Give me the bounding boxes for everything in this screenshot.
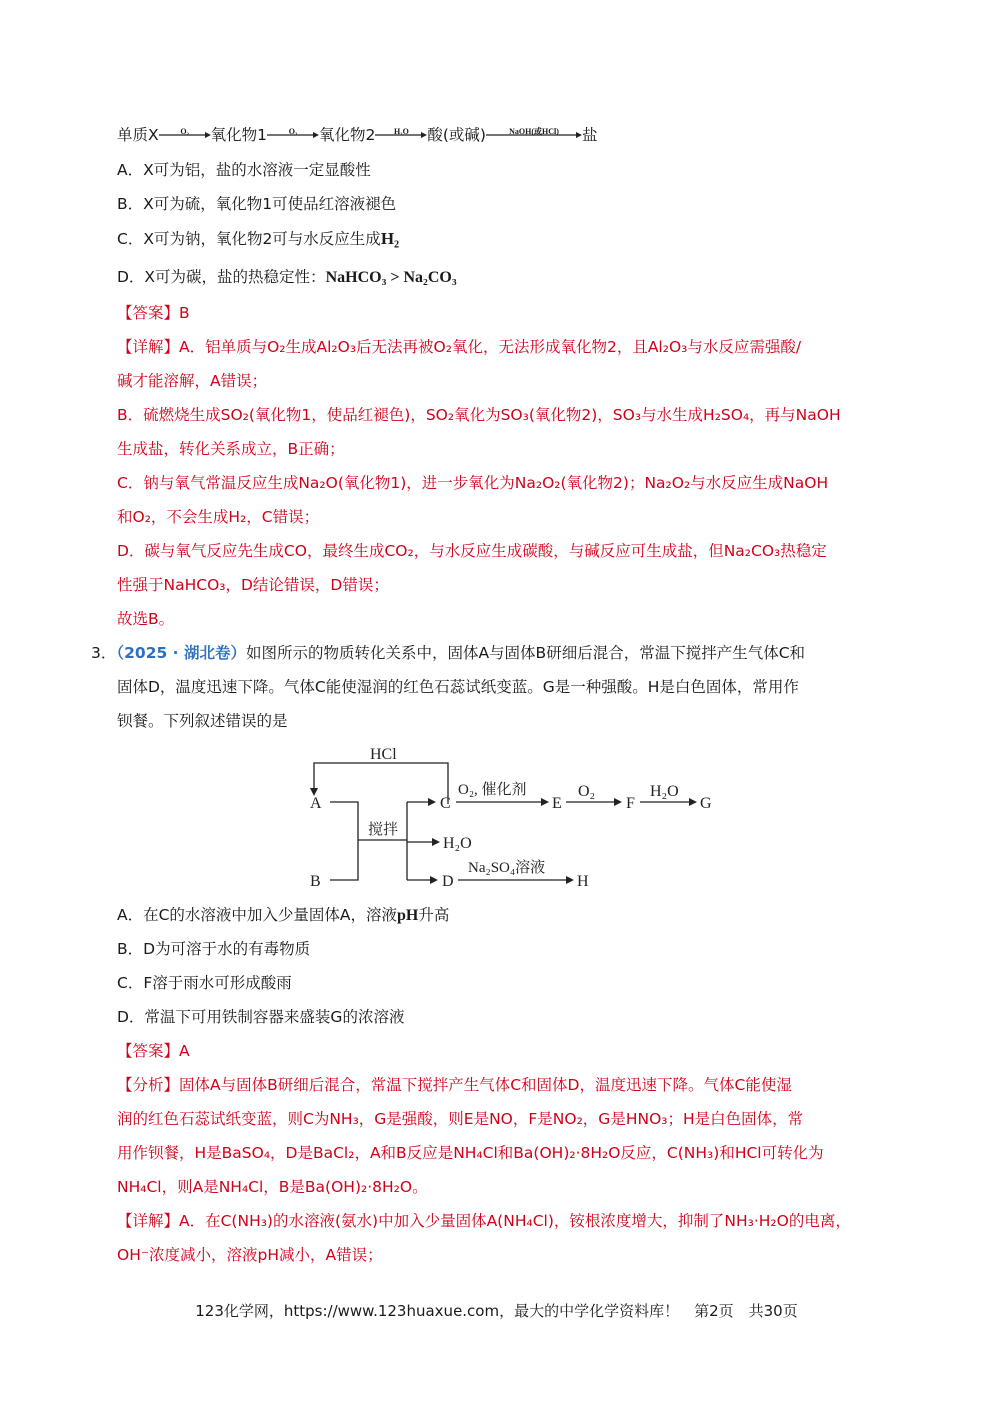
label-e-to-f: O₂	[578, 783, 596, 800]
q2-detail-line: 故选B。	[117, 610, 175, 628]
label-d: D	[442, 873, 454, 890]
chain-start: 单质X	[117, 126, 159, 144]
q3-analysis-line: NH₄Cl，则A是NH₄Cl，B是Ba(OH)₂·8H₂O。	[117, 1178, 428, 1196]
formula-stability: NaHCO₃ > Na₂CO₃	[325, 269, 457, 286]
q3-stem-first: 3．（2025 · 湖北卷）如图所示的物质转化关系中，固体A与固体B研细后混合，常温下搅拌产生气体C和	[91, 644, 806, 662]
label-d-to-h: Na₂SO₄溶液	[468, 860, 546, 876]
q3-stem-line: 固体D，温度迅速下降。气体C能使湿润的红色石蕊试纸变蓝。G是一种强酸。H是白色固体，常用作	[117, 678, 799, 696]
q2-detail-line: 和O₂，不会生成H₂，C错误；	[117, 508, 320, 526]
chain-salt: 盐	[581, 126, 598, 144]
q3-answer: 【答案】A	[117, 1042, 190, 1060]
label-f: F	[626, 795, 635, 812]
q3-analysis-line: 【分析】固体A与固体B研细后混合，常温下搅拌产生气体C和固体D，温度迅速下降。气体C能使湿	[117, 1076, 792, 1094]
label-f-to-g: H₂O	[650, 783, 679, 800]
q3-stem-line: 钡餐。下列叙述错误的是	[117, 712, 288, 730]
q3-analysis-line: 润的红色石蕊试纸变蓝，则C为NH₃，G是强酸，则E是NO，F是NO₂，G是HNO₃；H是白色固体，常	[117, 1110, 804, 1128]
label-b: B	[310, 873, 321, 890]
q3-analysis-line: 用作钡餐，H是BaSO₄，D是BaCl₂，A和B反应是NH₄Cl和Ba(OH)₂·8H₂O反应，C(NH₃)和HCl可转化为	[117, 1144, 824, 1162]
q2-detail-line: 【详解】A．铝单质与O₂生成Al₂O₃后无法再被O₂氧化，无法形成氧化物2，且Al₂O₃与水反应需强酸/	[117, 338, 802, 356]
q3-detail-line: 【详解】A．在C(NH₃)的水溶液(氨水)中加入少量固体A(NH₄Cl)，铵根浓度增大，抑制了NH₃·H₂O的电离，	[117, 1212, 851, 1230]
chain-oxide1: 氧化物1	[210, 126, 267, 144]
q3-option-d: D．常温下可用铁制容器来盛装G的浓溶液	[117, 1008, 405, 1026]
q3-option-c: C．F溶于雨水可形成酸雨	[117, 974, 292, 992]
q2-option-b: B．X可为硫，氧化物1可使品红溶液褪色	[117, 195, 397, 213]
formula-h2: H₂	[380, 229, 400, 248]
q2-detail-line: B．硫燃烧生成SO₂(氧化物1，使品红褪色)，SO₂氧化为SO₃(氧化物2)，SO₃与水生成H₂SO₄，再与NaOH	[117, 406, 841, 424]
chain-acid-base: 酸(或碱)	[427, 126, 486, 144]
question-number: 3．	[91, 644, 117, 662]
q2-detail-line: 生成盐，转化关系成立，B正确；	[117, 440, 345, 458]
q2-detail-line: D．碳与氧气反应先生成CO，最终生成CO₂，与水反应生成碳酸，与碱反应可生成盐，但Na₂CO₃热稳定	[117, 542, 827, 560]
q2-detail-line: C．钠与氧气常温反应生成Na₂O(氧化物1)，进一步氧化为Na₂O₂(氧化物2)；Na₂O₂与水反应生成NaOH	[117, 474, 829, 492]
label-hcl: HCl	[370, 746, 397, 763]
label-a: A	[310, 795, 322, 812]
conversion-diagram	[300, 740, 730, 900]
q2-option-a: A．X可为铝，盐的水溶液一定显酸性	[117, 161, 371, 179]
page-footer: 123化学网，https://www.123huaxue.com，最大的中学化学资料库！ 第2页 共30页	[195, 1302, 798, 1320]
q3-option-a: A．在C的水溶液中加入少量固体A，溶液pH升高	[117, 906, 450, 924]
question-source: （2025 · 湖北卷）	[116, 644, 246, 662]
arrow-o2-1: O₂	[159, 124, 211, 144]
label-e: E	[552, 795, 562, 812]
reaction-chain	[117, 124, 898, 145]
q2-option-c: C．X可为钠，氧化物2可与水反应生成H₂	[117, 229, 400, 248]
label-c: C	[440, 795, 451, 812]
q2-answer: 【答案】B	[117, 304, 190, 322]
arrow-o2-2: O₂	[267, 124, 319, 144]
label-stir: 搅拌	[368, 820, 399, 838]
chain-oxide2: 氧化物2	[319, 126, 376, 144]
label-g: G	[700, 795, 712, 812]
label-h: H	[577, 873, 589, 890]
arrow-h2o: H₂O	[375, 124, 427, 144]
arrow-naoh-hcl: NaOH(或HCl)	[486, 124, 582, 144]
label-water: H₂O	[443, 835, 472, 852]
q2-detail-line: 碱才能溶解，A错误；	[117, 372, 268, 390]
q3-detail-line: OH⁻浓度减小，溶液pH减小，A错误；	[117, 1246, 383, 1264]
q2-detail-line: 性强于NaHCO₃，D结论错误，D错误；	[117, 576, 389, 594]
label-c-to-e: O₂, 催化剂	[458, 782, 527, 798]
q3-option-b: B．D为可溶于水的有毒物质	[117, 940, 311, 958]
q2-option-d: D．X可为碳，盐的热稳定性：NaHCO₃ > Na₂CO₃	[117, 268, 457, 286]
